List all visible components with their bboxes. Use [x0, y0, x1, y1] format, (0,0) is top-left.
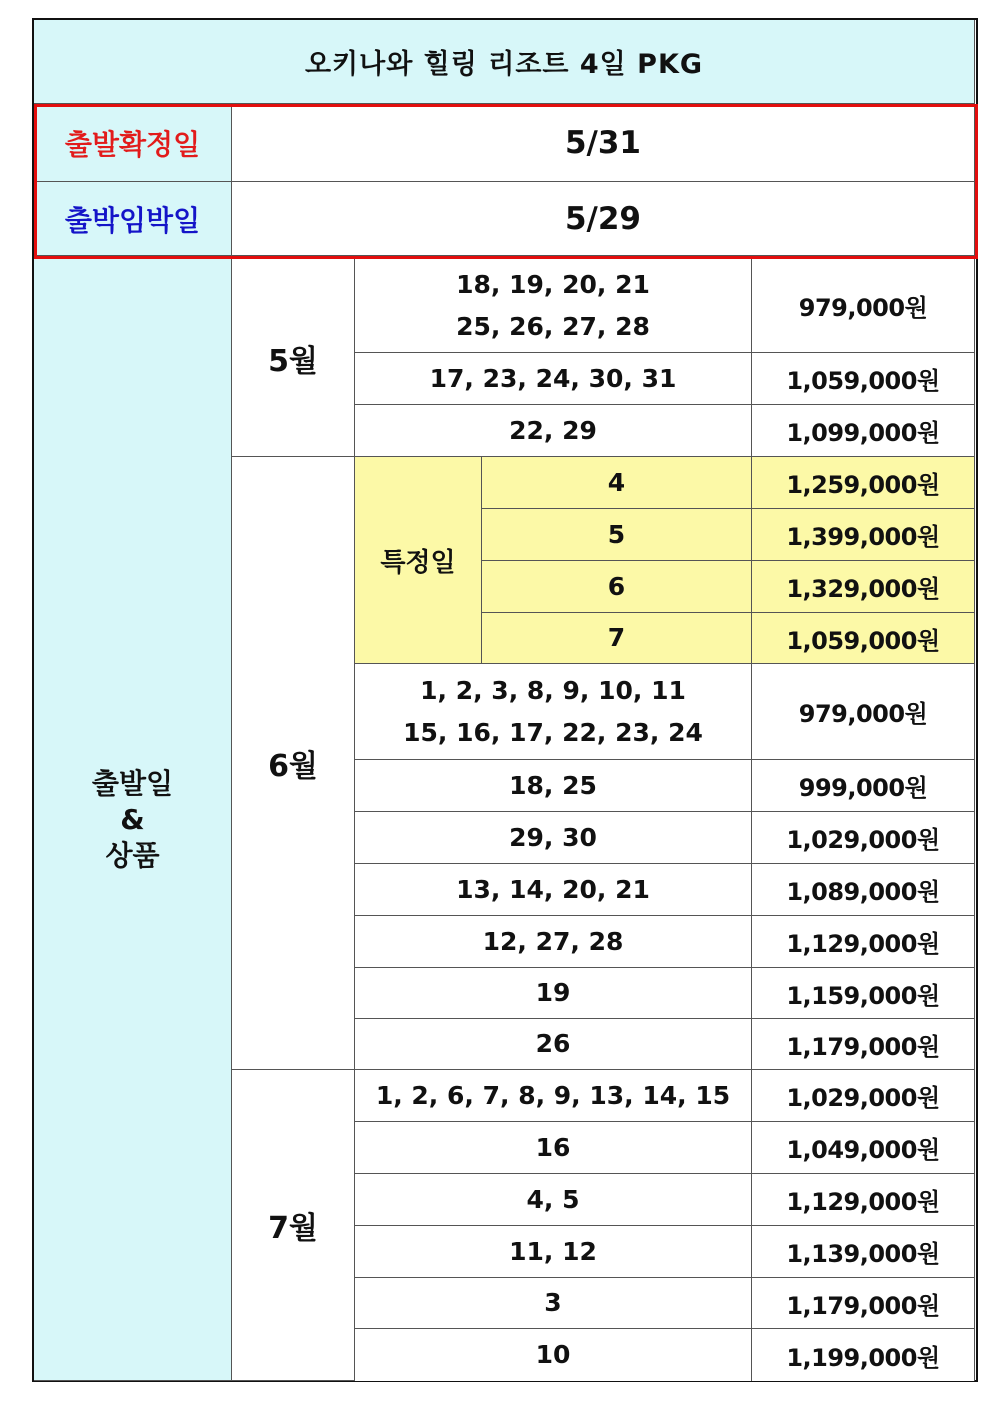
- special-date-cell: 7: [482, 613, 752, 664]
- date-cell: [355, 259, 752, 353]
- date-cell: 3: [355, 1278, 752, 1329]
- date-cell: 4, 5: [355, 1174, 752, 1226]
- date-line: 1, 2, 3, 8, 9, 10, 11: [420, 675, 686, 705]
- date-cell: 19: [355, 968, 752, 1019]
- price-cell: 979,000원: [752, 664, 975, 760]
- date-line: 25, 26, 27, 28: [456, 311, 650, 341]
- date-cell: 16: [355, 1122, 752, 1174]
- side-label-line: 출발일: [91, 766, 174, 800]
- month-label-june: 6월: [232, 457, 355, 1070]
- special-date-label: 특정일: [355, 457, 482, 664]
- confirmed-departure-value: 5/31: [232, 104, 975, 182]
- month-label-july: 7월: [232, 1070, 355, 1381]
- special-price-cell: 1,059,000원: [752, 613, 975, 664]
- price-cell: 1,159,000원: [752, 968, 975, 1019]
- special-price-cell: 1,259,000원: [752, 457, 975, 509]
- special-price-cell: 1,399,000원: [752, 509, 975, 561]
- price-cell: 979,000원: [752, 259, 975, 353]
- price-cell: 1,049,000원: [752, 1122, 975, 1174]
- special-date-cell: 4: [482, 457, 752, 509]
- price-cell: 1,089,000원: [752, 864, 975, 916]
- date-cell: 1, 2, 6, 7, 8, 9, 13, 14, 15: [355, 1070, 752, 1122]
- imminent-departure-label: 출박임박일: [34, 182, 232, 256]
- imminent-departure-value: 5/29: [232, 182, 975, 256]
- date-cell: 13, 14, 20, 21: [355, 864, 752, 916]
- date-cell: 12, 27, 28: [355, 916, 752, 968]
- confirmed-departure-label: 출발확정일: [34, 104, 232, 182]
- date-line: 18, 19, 20, 21: [456, 269, 650, 299]
- table-title: 오키나와 힐링 리조트 4일 PKG: [34, 20, 975, 104]
- side-label-line: 상품: [105, 838, 160, 872]
- month-label-may: 5월: [232, 259, 355, 457]
- special-date-cell: 5: [482, 509, 752, 561]
- price-cell: 1,059,000원: [752, 353, 975, 405]
- date-cell: 18, 25: [355, 760, 752, 812]
- date-line: 15, 16, 17, 22, 23, 24: [403, 717, 703, 747]
- departure-product-label: [34, 259, 232, 1381]
- price-cell: 1,099,000원: [752, 405, 975, 457]
- date-cell: 22, 29: [355, 405, 752, 457]
- date-cell: 10: [355, 1329, 752, 1381]
- price-cell: 999,000원: [752, 760, 975, 812]
- price-cell: 1,199,000원: [752, 1329, 975, 1381]
- price-cell: 1,179,000원: [752, 1019, 975, 1070]
- side-label-line: &: [120, 802, 145, 836]
- special-price-cell: 1,329,000원: [752, 561, 975, 613]
- date-cell: 26: [355, 1019, 752, 1070]
- price-cell: 1,179,000원: [752, 1278, 975, 1329]
- price-cell: 1,029,000원: [752, 812, 975, 864]
- price-cell: 1,139,000원: [752, 1226, 975, 1278]
- price-cell: 1,029,000원: [752, 1070, 975, 1122]
- price-cell: 1,129,000원: [752, 1174, 975, 1226]
- date-cell: 29, 30: [355, 812, 752, 864]
- date-cell: 17, 23, 24, 30, 31: [355, 353, 752, 405]
- special-date-cell: 6: [482, 561, 752, 613]
- price-cell: 1,129,000원: [752, 916, 975, 968]
- date-cell: 11, 12: [355, 1226, 752, 1278]
- date-cell: [355, 664, 752, 760]
- price-table: [32, 18, 978, 1382]
